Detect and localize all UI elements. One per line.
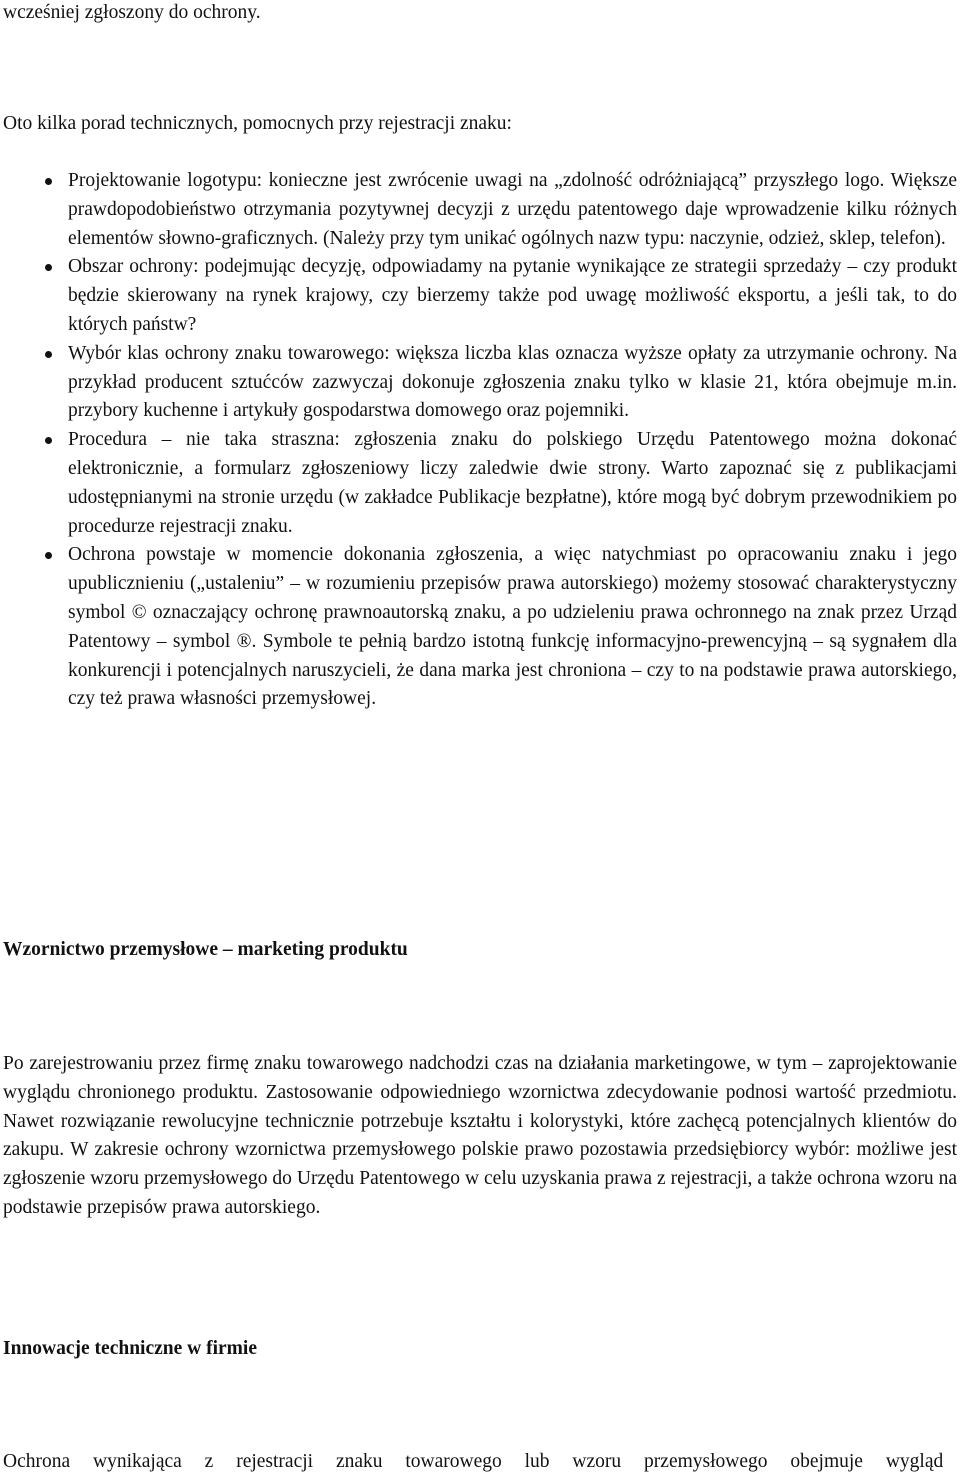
list-item [3,167,957,253]
bullet-icon [45,552,52,559]
intro-fragment: wcześniej zgłoszony do ochrony. [3,2,261,23]
list-item [3,340,957,426]
tip-text: Obszar ochrony: podejmując decyzję, odpowiadamy na pytanie wynikające ze strategii sprzedaży – czy produkt będzie skierowany na rynek krajowy, czy bierzemy także pod uwagę możliwość eksportu, a jeśli tak, to do których państw? [68,256,957,335]
bullet-icon [45,264,52,271]
section-body-design: Po zarejestrowaniu przez firmę znaku towarowego nadchodzi czas na działania marketingowe, w tym – zaprojektowanie wyglądu chronionego produktu. Zastosowanie odpowiedniego wzornictwa zdecydowanie podnosi wartość przedmiotu. Nawet rozwiązanie rewolucyjne technicznie potrzebuje kształtu i kolorystyki, które zachęcą potencjalnych klientów do zakupu. W zakresie ochrony wzornictwa przemysłowego polskie prawo pozostawia przedsiębiorcy wybór: możliwe jest zgłoszenie wzoru przemysłowego do Urzędu Patentowego w celu uzyskania prawa z rejestracji, a także ochrona wzoru na podstawie przepisów prawa autorskiego. [3,1053,957,1218]
bullet-icon [45,178,52,185]
tips-list [3,167,957,714]
tip-text: Projektowanie logotypu: konieczne jest zwrócenie uwagi na „zdolność odróżniającą” przyszłego logo. Większe prawdopodobieństwo otrzymania pozytywnej decyzji z urzędu patentowego daje wprowadzenie kilku różnych elementów słowno-graficznych. (Należy przy tym unikać ogólnych nazw typu: naczynie, odzież, sklep, telefon). [68,170,957,249]
list-item [3,541,957,714]
list-item [3,426,957,541]
tip-text: Wybór klas ochrony znaku towarowego: większa liczba klas oznacza wyższe opłaty za utrzymanie ochrony. Na przykład producent sztućców zazwyczaj dokonuje zgłoszenia znaku tylko w klasie 21, która obejmuje m.in. przybory kuchenne i artykuły gospodarstwa domowego oraz pojemniki. [68,342,957,422]
bullet-icon [45,437,52,444]
section-heading-innovation: Innowacje techniczne w firmie [3,1338,257,1359]
section-body-innovation: Ochrona wynikająca z rejestracji znaku towarowego lub wzoru przemysłowego obejmuje wygląd [3,1451,944,1472]
tips-intro: Oto kilka porad technicznych, pomocnych przy rejestracji znaku: [3,113,512,134]
list-item [3,253,957,339]
tip-text: Ochrona powstaje w momencie dokonania zgłoszenia, a więc natychmiast po opracowaniu znaku i jego upublicznieniu („ustaleniu” – w rozumieniu przepisów prawa autorskiego) możemy stosować charakterystyczny symbol © oznaczający ochronę prawnoautorską znaku, a po udzieleniu prawa ochronnego na znak przez Urząd Patentowy – symbol ®. Symbole te pełnią bardzo istotną funkcję informacyjno-prewencyjną – są sygnałem dla konkurencji i potencjalnych naruszycieli, że dana marka jest chroniona – czy to na podstawie prawa autorskiego, czy też prawa własności przemysłowej. [68,544,957,710]
section-heading-design: Wzornictwo przemysłowe – marketing produktu [3,939,408,960]
tip-text: Procedura – nie taka straszna: zgłoszenia znaku do polskiego Urzędu Patentowego można dokonać elektronicznie, a formularz zgłoszeniowy liczy zaledwie dwie strony. Warto zapoznać się z publikacjami udostępnianymi na stronie urzędu (w zakładce Publikacje bezpłatne), które mogą być dobrym przewodnikiem po procedurze rejestracji znaku. [68,429,957,537]
bullet-icon [45,351,52,358]
